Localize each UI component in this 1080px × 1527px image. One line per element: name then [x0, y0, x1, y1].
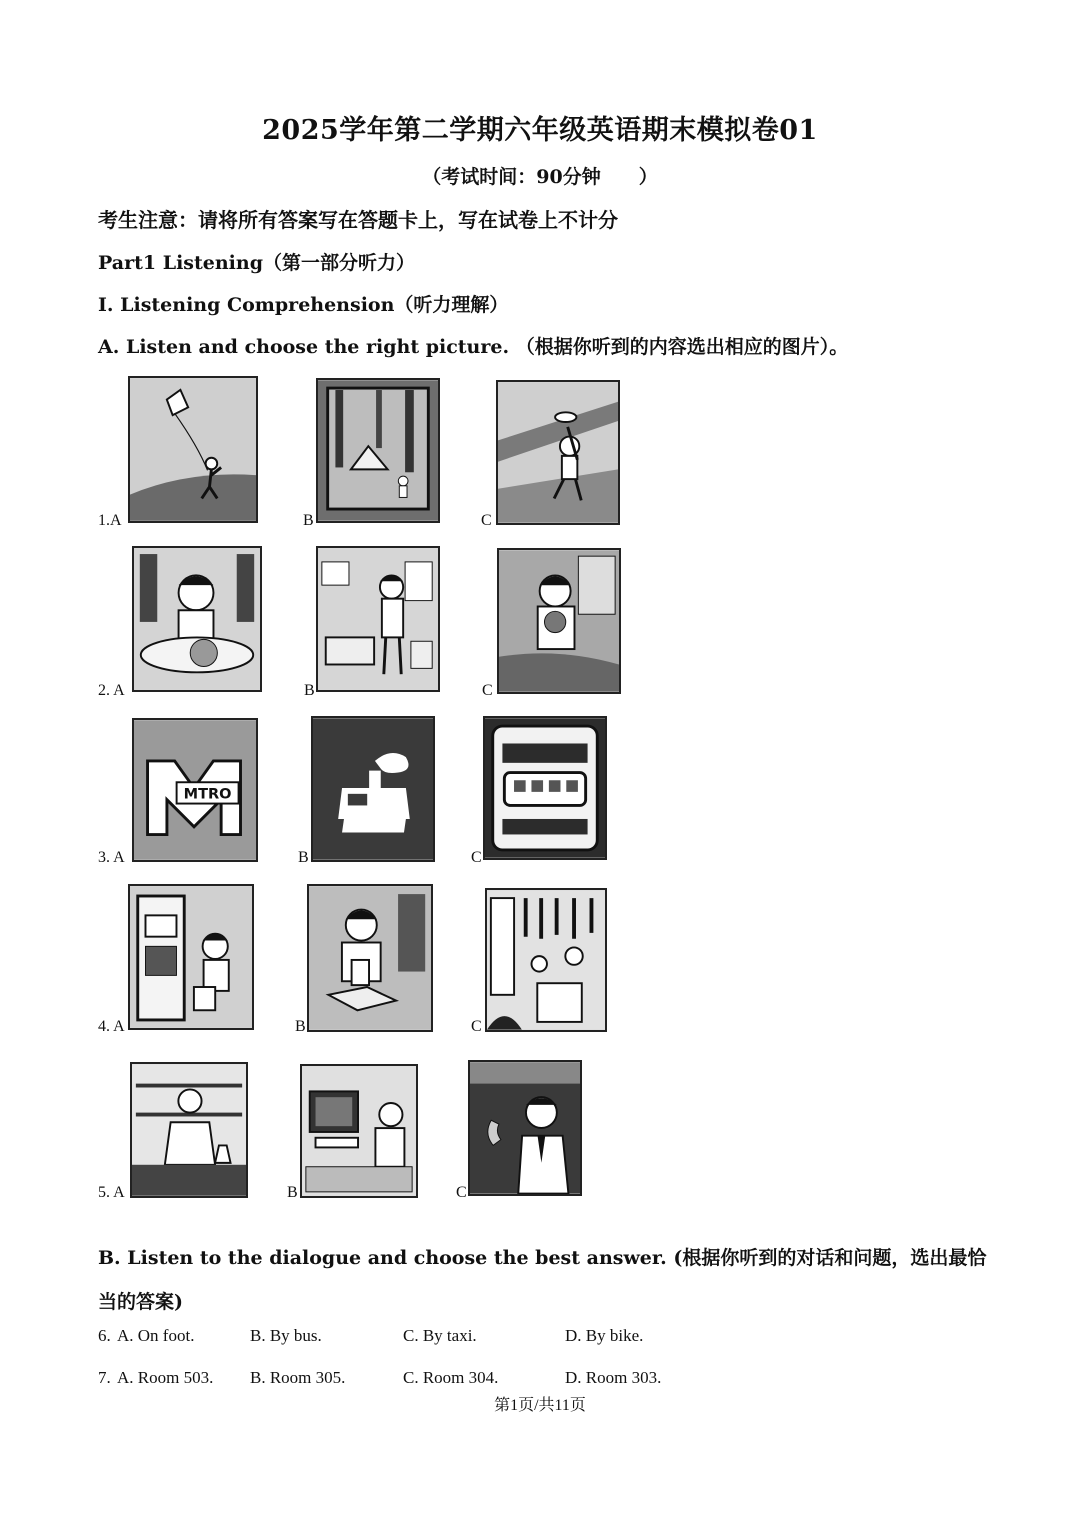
train-icon [313, 718, 433, 860]
exam-duration: （考试时间：90分钟 ） [422, 166, 658, 188]
row-5-option-c: C [456, 1184, 467, 1201]
picture-5b-computer-worker [300, 1064, 418, 1198]
picture-2a-eating-pizza [132, 546, 262, 692]
kite-icon [130, 378, 256, 521]
row-3-label: 3. A [98, 849, 125, 866]
metro-icon [134, 720, 256, 860]
picture-1c-boy-hat [496, 380, 620, 525]
row-4-option-c: C [471, 1018, 482, 1035]
row-3-option-c: C [471, 849, 482, 866]
row-3-option-b: B [298, 849, 309, 866]
computer-icon [302, 1066, 416, 1196]
hat-icon [498, 382, 618, 523]
bus-icon [485, 718, 605, 858]
page-title: 2025学年第二学期六年级英语期末模拟卷01 [262, 115, 818, 146]
recycle-icon [130, 886, 252, 1028]
row-1-label: 1.A [98, 512, 122, 529]
tent-icon [318, 380, 438, 521]
row-1-option-b: B [303, 512, 314, 529]
picture-4b-reading-letter [307, 884, 433, 1032]
row-1-option-c: C [481, 512, 492, 529]
picture-5c-doctor-phone [468, 1060, 582, 1196]
picture-4a-recycling-bin [128, 884, 254, 1030]
picture-5a-scientist-lab [130, 1062, 248, 1198]
letter-icon [309, 886, 431, 1030]
question-6-option-b: B. By bus. [250, 1326, 322, 1345]
row-5-label: 5. A [98, 1184, 125, 1201]
box-icon [487, 890, 605, 1030]
sofa-icon [318, 548, 438, 690]
telephone-icon [470, 1062, 580, 1194]
picture-3b-train [311, 716, 435, 862]
part1-heading: Part1 Listening（第一部分听力） [98, 252, 415, 274]
section-a-heading: A. Listen and choose the right picture. （根据你听到的内容选出相应的图片）。 [98, 336, 849, 358]
question-7-number: 7. [98, 1368, 111, 1387]
row-2-label: 2. A [98, 682, 125, 699]
row-4-option-b: B [295, 1018, 306, 1035]
page-footer: 第1页/共11页 [494, 1397, 586, 1414]
question-6-number: 6. [98, 1326, 111, 1345]
question-6-option-a: A. On foot. [117, 1326, 195, 1345]
food-icon [499, 550, 619, 692]
row-4-label: 4. A [98, 1018, 125, 1035]
candidate-notice: 考生注意：请将所有答案写在答题卡上，写在试卷上不计分 [98, 208, 618, 232]
question-6-option-c: C. By taxi. [403, 1326, 477, 1345]
section-i-heading: I. Listening Comprehension（听力理解） [98, 294, 509, 316]
picture-1b-forest-camp [316, 378, 440, 523]
picture-2b-eating-living-room [316, 546, 440, 692]
row-2-option-c: C [482, 682, 493, 699]
picture-3a-metro-sign [132, 718, 258, 862]
flask-icon [132, 1064, 246, 1196]
question-6-option-d: D. By bike. [565, 1326, 644, 1345]
picture-3c-bus [483, 716, 607, 860]
question-7-option-c: C. Room 304. [403, 1368, 499, 1387]
metro-sign-text: MTRO [183, 786, 232, 803]
picture-1a-kite [128, 376, 258, 523]
row-2-option-b: B [304, 682, 315, 699]
question-7-option-d: D. Room 303. [565, 1368, 662, 1387]
question-7-option-b: B. Room 305. [250, 1368, 346, 1387]
picture-2c-eating-outdoors [497, 548, 621, 694]
section-b-heading: B. Listen to the dialogue and choose the best answer. (根据你听到的对话和问题，选出最恰当的答案) [98, 1247, 987, 1313]
row-5-option-b: B [287, 1184, 298, 1201]
pizza-icon [134, 548, 260, 690]
picture-4c-donation-box [485, 888, 607, 1032]
question-7-option-a: A. Room 503. [117, 1368, 214, 1387]
